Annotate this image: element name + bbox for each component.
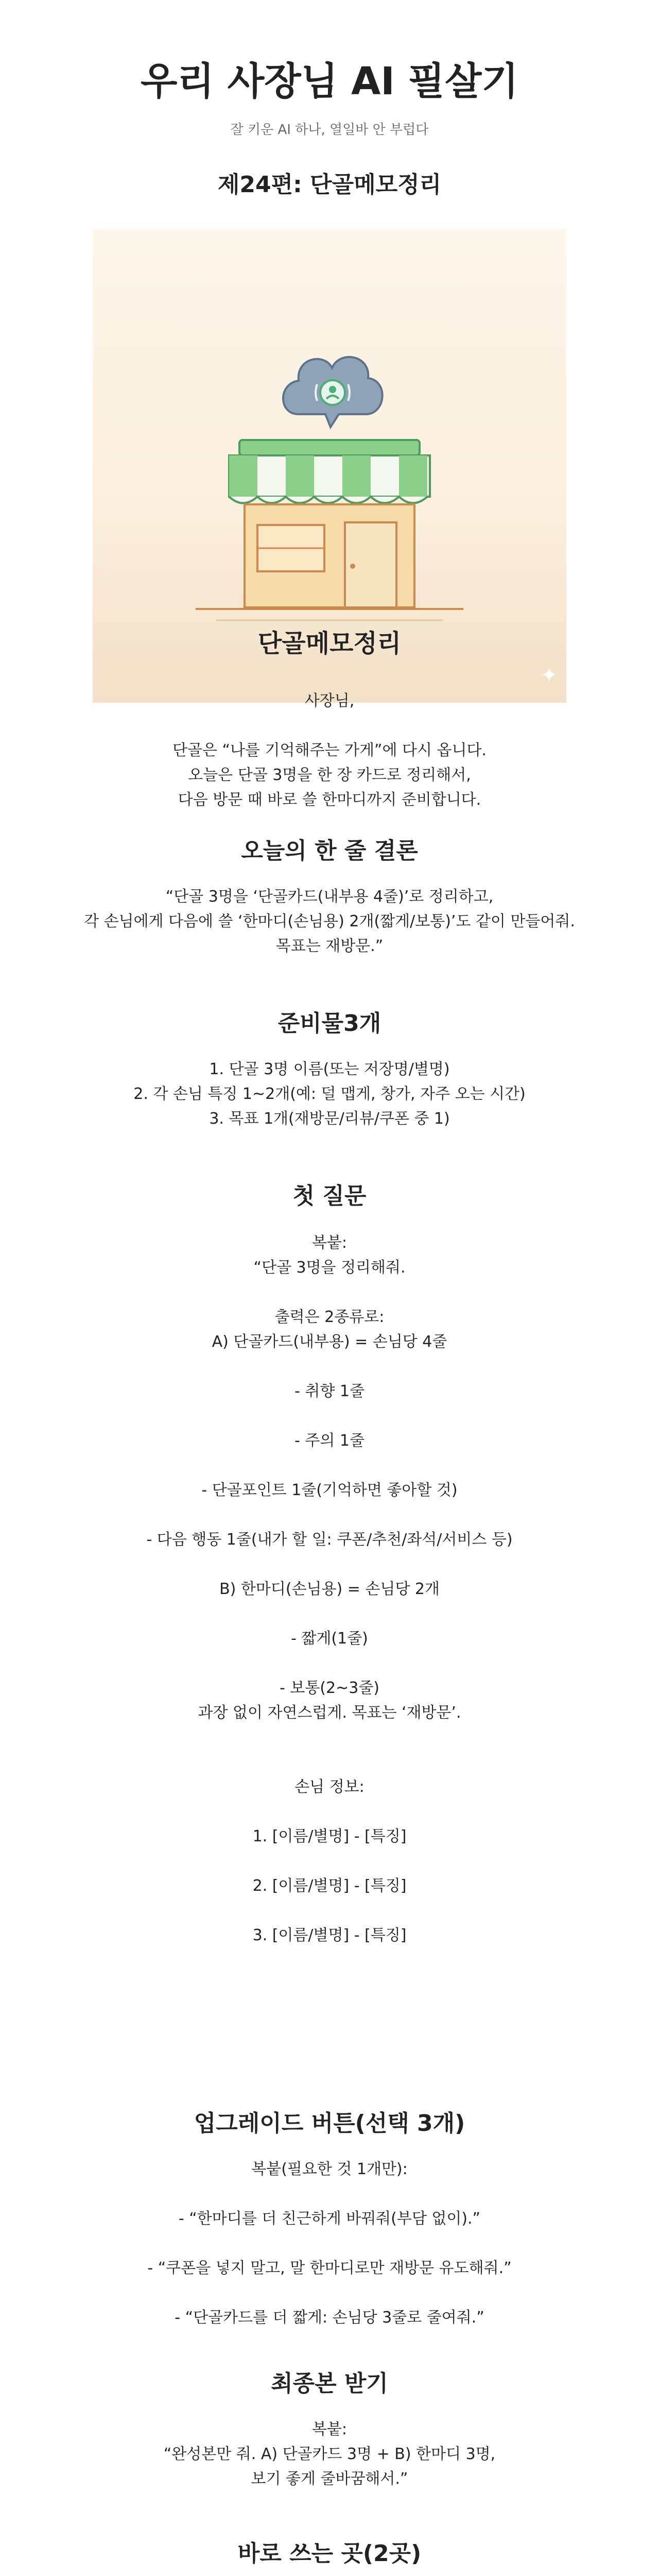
b-item: - 보통(2~3줄)	[279, 1679, 380, 1697]
svg-text:✦: ✦	[541, 664, 558, 688]
intro-section	[0, 623, 659, 812]
final-line: 보기 좋게 줄바꿈해서.”	[251, 2470, 408, 2488]
upgrade-item: - “한마디를 더 친근하게 바꿔줘(부담 없이).”	[178, 2210, 481, 2228]
upgrade-item: - “쿠폰을 넣지 말고, 말 한마디로만 재방문 유도해줘.”	[147, 2259, 512, 2277]
a-item: - 단골포인트 1줄(기억하면 좋아할 것)	[201, 1481, 458, 1499]
section-heading: 바로 쓰는 곳(2곳)	[237, 2540, 422, 2567]
section-heading: 업그레이드 버튼(선택 3개)	[194, 2110, 465, 2137]
one-line-text: 각 손님에게 다음에 쓸 ‘한마디(손님용) 2개(짧게/보통)’도 같이 만들어줘.	[84, 912, 575, 930]
episode-title: 제24편: 단골메모정리	[217, 172, 442, 198]
upgrade-item: - “단골카드를 더 짧게: 손님당 3줄로 줄여줘.”	[175, 2309, 484, 2327]
one-line-text: “단골 3명을 ‘단골카드(내부용 4줄)’로 정리하고,	[165, 888, 494, 906]
one-line-text: 목표는 재방문.”	[275, 937, 384, 955]
final-line: “완성본만 줘. A) 단골카드 3명 + B) 한마디 3명,	[163, 2445, 496, 2463]
usage-section	[0, 2535, 659, 2576]
prep-item: 3. 목표 1개(재방문/리뷰/쿠폰 중 1)	[209, 1110, 450, 1128]
request-text: “단골 3명을 정리해줘.	[253, 1259, 406, 1277]
awning	[229, 455, 430, 503]
intro-line: 오늘은 단골 3명을 한 장 카드로 정리해서,	[188, 766, 471, 784]
intro-line: 다음 방문 때 바로 쓸 한마디까지 준비합니다.	[178, 791, 481, 809]
header	[0, 0, 659, 199]
speech-bubble-icon	[283, 357, 383, 427]
section-heading: 오늘의 한 줄 결론	[241, 838, 418, 864]
copy-label: 복붙:	[311, 2420, 348, 2438]
b-item: - 짧게(1줄)	[291, 1630, 368, 1648]
greeting: 사장님,	[304, 692, 355, 710]
first-question-section	[0, 1177, 659, 1948]
one-line-section	[0, 832, 659, 959]
page-subtitle: 잘 키운 AI 하나, 열일바 안 부럽다	[230, 122, 429, 138]
guest-item: 3. [이름/별명] - [특징]	[252, 1926, 407, 1944]
a-item: - 주의 1줄	[294, 1432, 365, 1450]
section-heading: 최종본 받기	[271, 2370, 388, 2397]
upgrade-section	[0, 2105, 659, 2330]
section-heading: 준비물3개	[278, 1010, 381, 1037]
upgrade-note: 복붙(필요한 것 1개만):	[251, 2160, 408, 2178]
copy-label: 복붙:	[311, 1234, 348, 1252]
final-section	[0, 2365, 659, 2492]
output-label: 출력은 2종류로:	[274, 1308, 385, 1326]
b-label: B) 한마디(손님용) = 손님당 2개	[219, 1580, 440, 1598]
section-heading: 첫 질문	[292, 1183, 367, 1209]
a-label: A) 단골카드(내부용) = 손님당 4줄	[212, 1333, 447, 1351]
page-title: 우리 사장님 AI 필살기	[141, 59, 518, 104]
prep-item: 1. 단골 3명 이름(또는 저장명/별명)	[209, 1060, 450, 1078]
intro-line: 단골은 “나를 기억해주는 가게”에 다시 옵니다.	[172, 741, 487, 759]
closing-text: 과장 없이 자연스럽게. 목표는 ‘재방문’.	[198, 1704, 461, 1722]
guest-item: 1. [이름/별명] - [특징]	[252, 1827, 407, 1845]
prep-section	[0, 1005, 659, 1131]
a-item: - 다음 행동 1줄(내가 할 일: 쿠폰/추천/좌석/서비스 등)	[146, 1531, 513, 1549]
guest-item: 2. [이름/별명] - [특징]	[252, 1877, 407, 1895]
section-title: 단골메모정리	[257, 629, 402, 658]
prep-item: 2. 각 손님 특징 1~2개(예: 덜 맵게, 창가, 자주 오는 시간)	[133, 1085, 526, 1103]
guest-label: 손님 정보:	[294, 1778, 365, 1796]
a-item: - 취향 1줄	[294, 1382, 365, 1400]
